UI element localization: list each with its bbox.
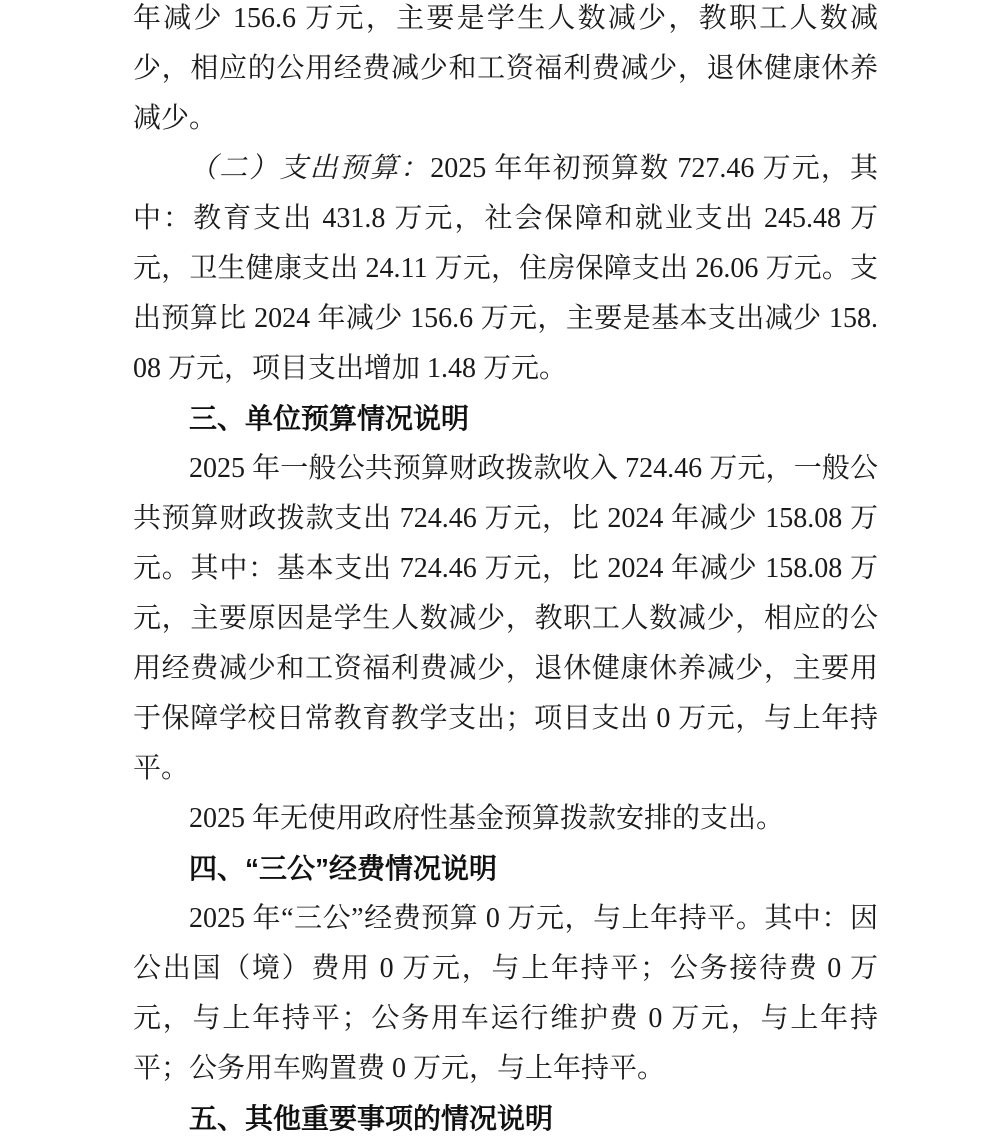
paragraph-expenditure-budget-lead: （二）支出预算：	[189, 153, 431, 184]
paragraph-expenditure-budget-text: 2025 年年初预算数 727.46 万元，其中：教育支出 431.8 万元，社会保障和就业支出 245.48 万元，卫生健康支出 24.11 万元，住房保障支出 26.06 万元。支出预算比 2024 年减少 156.6 万元，主要是基本支出减少 158.08 万元，项目支出增加 1.48 万元。	[133, 153, 878, 384]
heading-section-4-three-public-expenses: 四、“三公”经费情况说明	[189, 853, 498, 884]
paragraph-expenditure-budget	[133, 144, 878, 394]
heading-section-3-unit-budget: 三、单位预算情况说明	[189, 403, 470, 434]
paragraph-revenue-decrease-continued: 年减少 156.6 万元，主要是学生人数减少，教职工人数减少，相应的公用经费减少和工资福利费减少，退休健康休养减少。	[133, 3, 878, 134]
paragraph-three-public-expenses-detail: 2025 年“三公”经费预算 0 万元，与上年持平。其中：因公出国（境）费用 0 万元，与上年持平；公务接待费 0 万元，与上年持平；公务用车运行维护费 0 万元，与上年持平；公务用车购置费 0 万元，与上年持平。	[133, 903, 878, 1084]
heading-section-5-other-important-matters: 五、其他重要事项的情况说明	[189, 1103, 554, 1134]
paragraph-government-fund: 2025 年无使用政府性基金预算拨款安排的支出。	[189, 803, 785, 834]
paragraph-public-budget-appropriation: 2025 年一般公共预算财政拨款收入 724.46 万元，一般公共预算财政拨款支出 724.46 万元，比 2024 年减少 158.08 万元。其中：基本支出 724.46 万元，比 2024 年减少 158.08 万元，主要原因是学生人数减少，教职工人数减少，相应的公用经费减少和工资福利费减少，退休健康休养减少，主要用于保障学校日常教育教学支出；项目支出 0 万元，与上年持平。	[133, 453, 878, 784]
